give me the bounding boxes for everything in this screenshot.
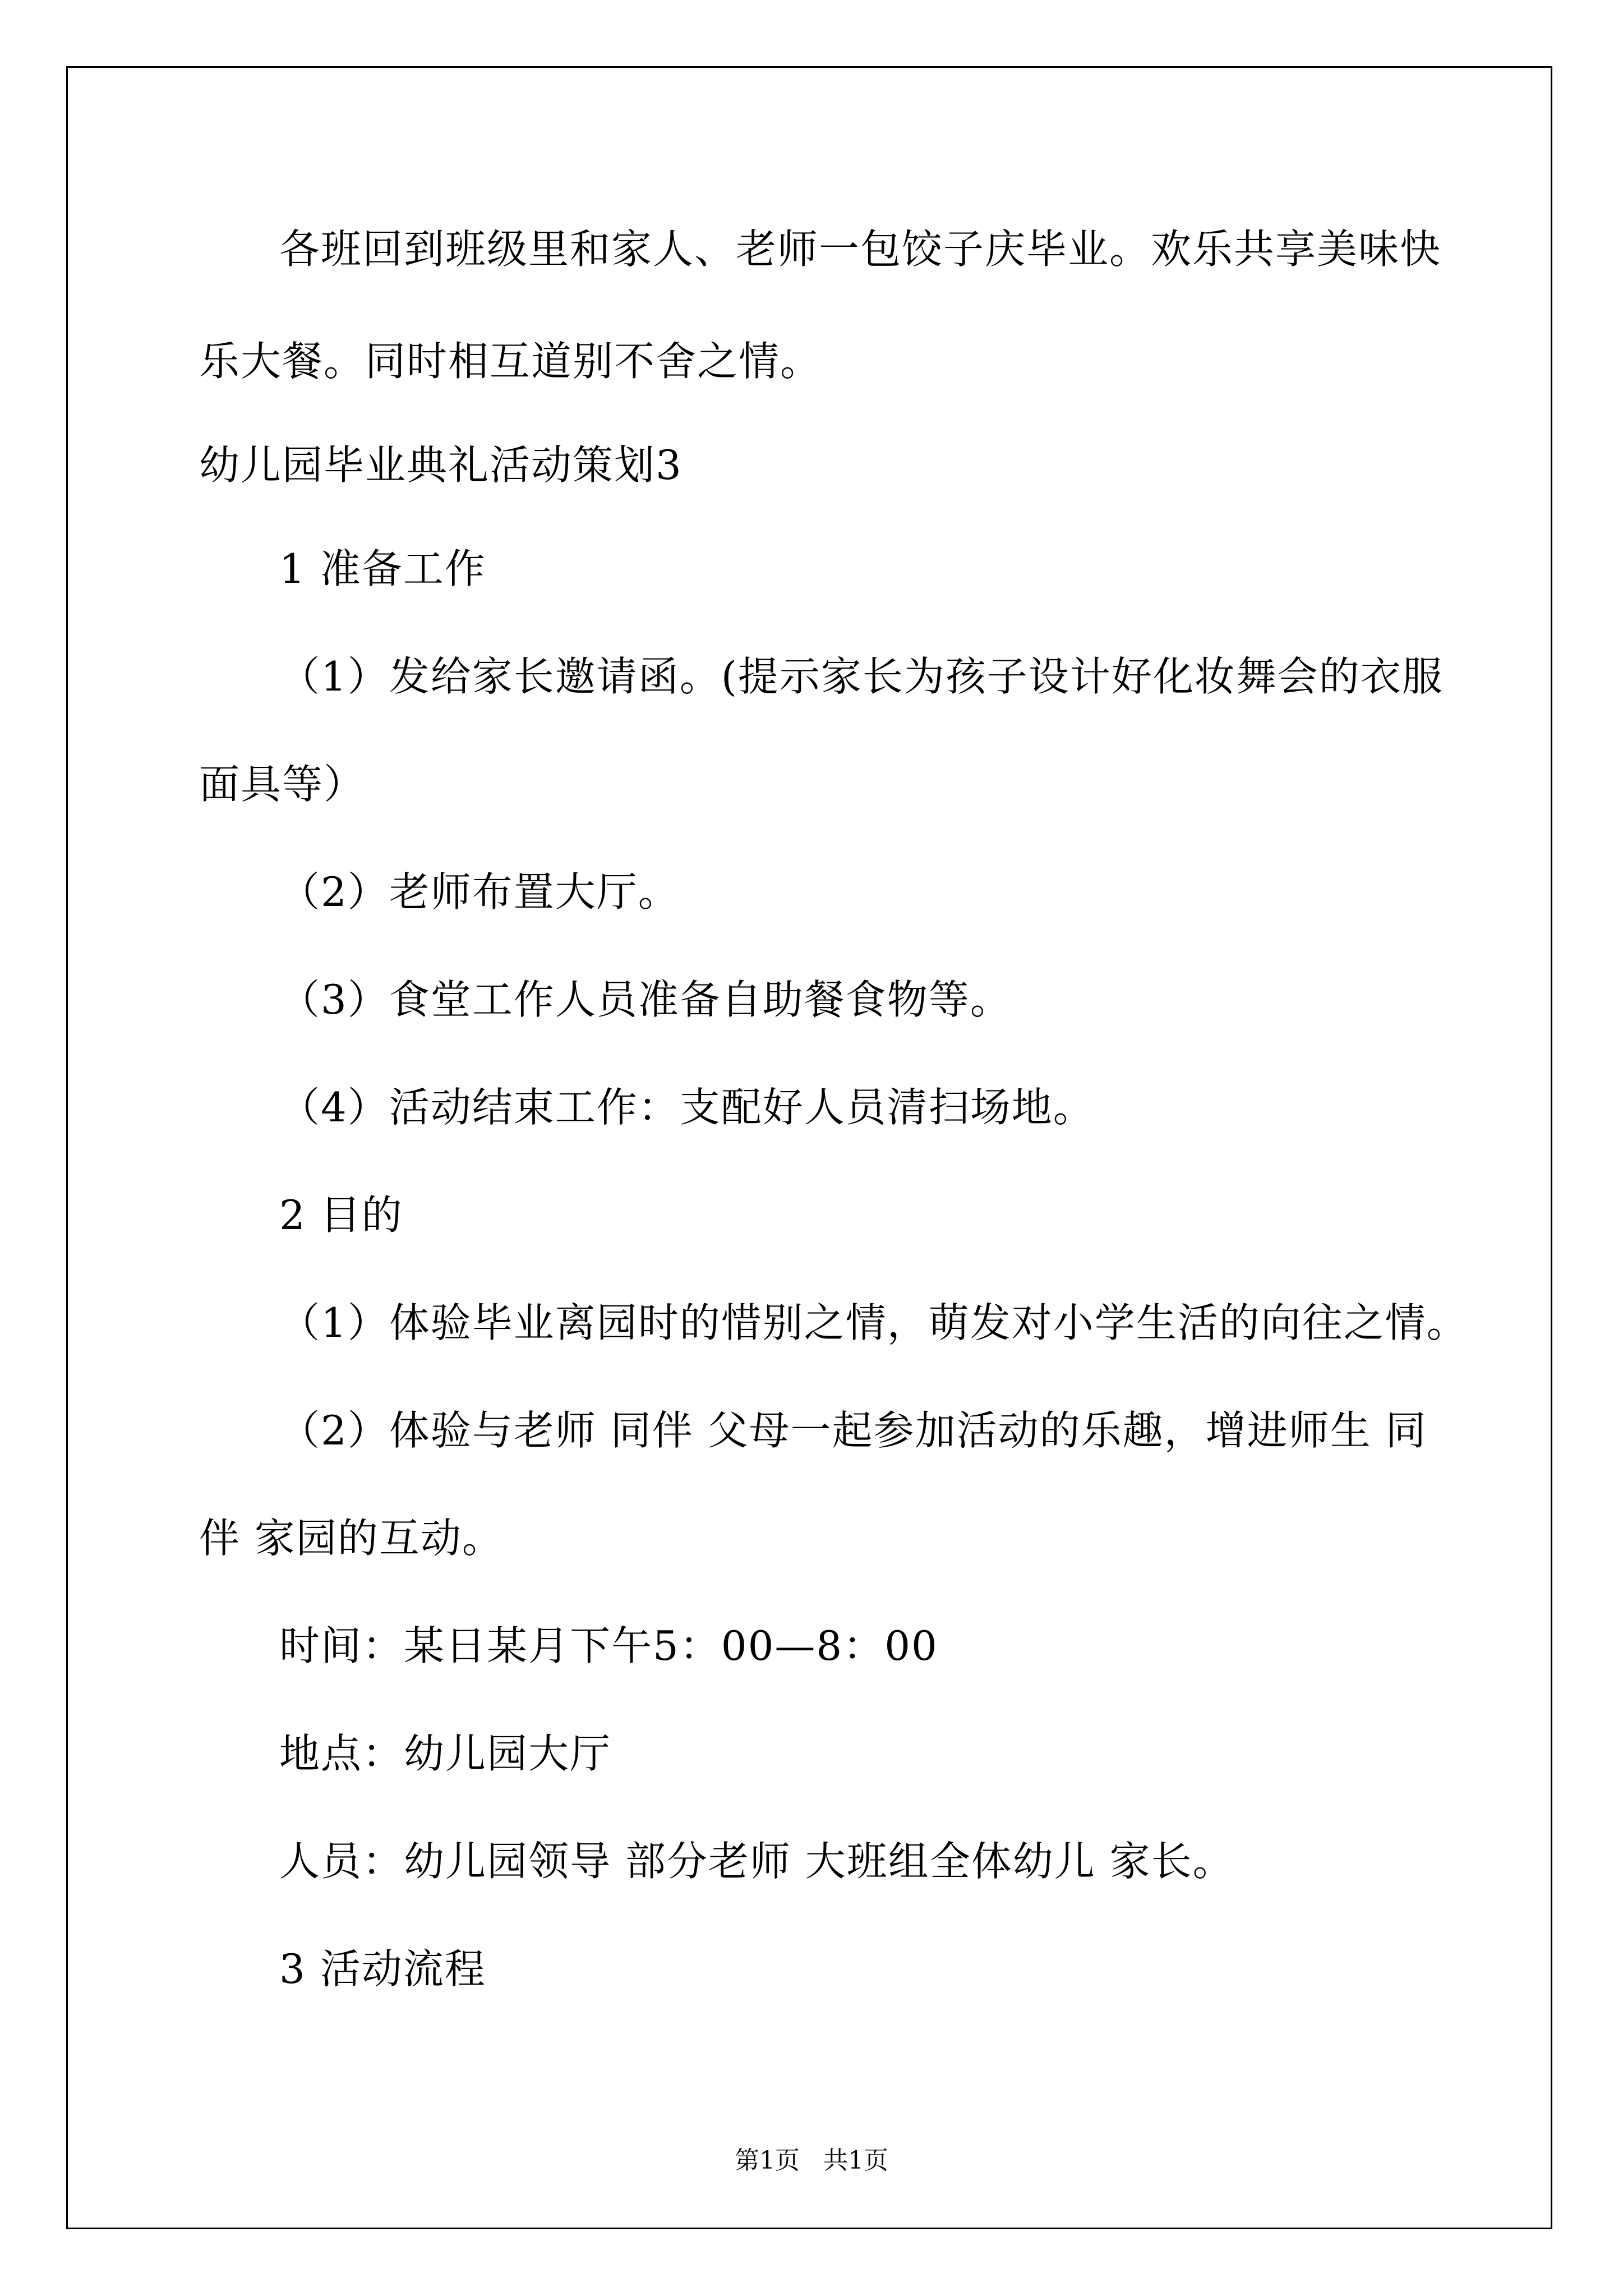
paragraph-line-2: 乐大餐。同时相互道别不舍之情。 (199, 338, 822, 385)
heading-process: 3 活动流程 (279, 1945, 486, 1993)
list-item-1-continued: 面具等） (199, 761, 366, 808)
section-title: 幼儿园毕业典礼活动策划3 (199, 441, 683, 489)
purpose-item-2-continued: 伴 家园的互动。 (199, 1515, 504, 1562)
participants-line: 人员：幼儿园领导 部分老师 大班组全体幼儿 家长。 (279, 1838, 1234, 1885)
heading-purpose: 2 目的 (279, 1191, 403, 1239)
paragraph-line-1: 各班回到班级里和家人、老师一包饺子庆毕业。欢乐共享美味快 (279, 226, 1442, 273)
list-item-2: （2）老师布置大厅。 (279, 868, 680, 915)
purpose-item-1: （1）体验毕业离园时的惜别之情，萌发对小学生活的向往之情。 (279, 1299, 1468, 1346)
list-item-1: （1）发给家长邀请函。(提示家长为孩子设计好化妆舞会的衣服 (279, 653, 1444, 700)
heading-preparation: 1 准备工作 (279, 545, 486, 592)
location-line: 地点：幼儿园大厅 (279, 1730, 612, 1777)
list-item-4: （4）活动结束工作：支配好人员清扫场地。 (279, 1084, 1095, 1131)
page-footer: 第1页 共1页 (735, 2146, 888, 2175)
list-item-3: （3）食堂工作人员准备自助餐食物等。 (279, 976, 1012, 1023)
time-line: 时间：某日某月下午5：00—8：00 (279, 1622, 938, 1669)
page-border (66, 66, 1552, 2229)
purpose-item-2: （2）体验与老师 同伴 父母一起参加活动的乐趣，增进师生 同 (279, 1407, 1427, 1454)
